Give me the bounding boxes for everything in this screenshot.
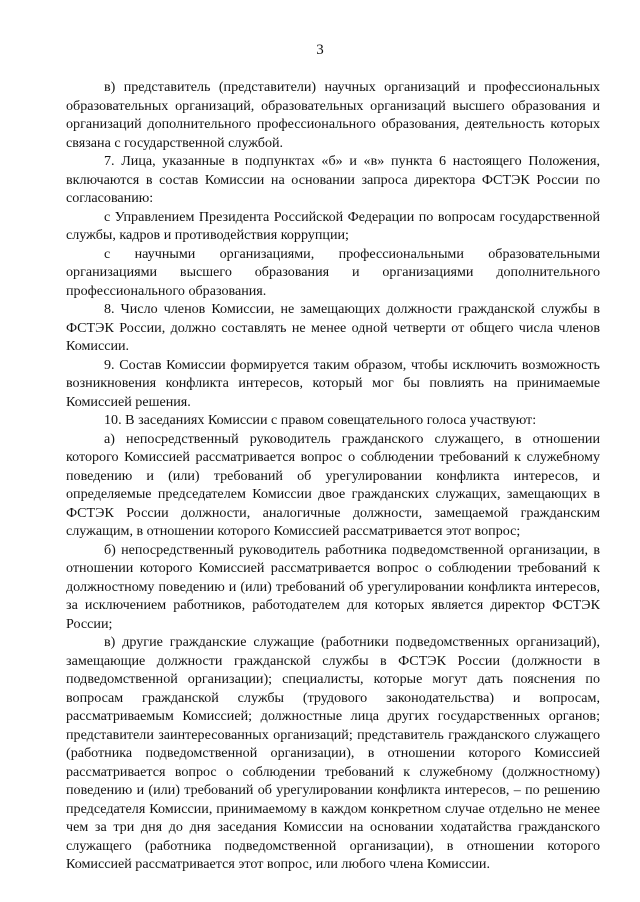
paragraph-9: 9. Состав Комиссии формируется таким образом, чтобы исключить возможность возникновения конфликта интересов, который мог бы повлиять на принимаемые Комиссией решения.	[66, 356, 600, 410]
paragraph-10v: в) другие гражданские служащие (работники подведомственных организаций), замещающие должности гражданской службы в ФСТЭК России (должности в подведомственной организации); специалисты, которые могут дать пояснения по вопросам гражданской службы (трудового законодательства) и вопросам, рассматриваемым Комиссией; должностные лица других государственных органов; представители заинтересованных организаций; представитель гражданского служащего (работника подведомственной организации), в отношении которого Комиссией рассматривается вопрос о соблюдении требований к служебному (должностному) поведению и (или) требований об урегулировании конфликта интересов, – по решению председателя Комиссии, принимаемому в каждом конкретном случае отдельно не менее чем за три дня до дня заседания Комиссии на основании ходатайства гражданского служащего (работника подведомственной организации), в отношении которого Комиссией рассматривается этот вопрос, или любого члена Комиссии.	[66, 634, 600, 872]
paragraph-7: 7. Лица, указанные в подпунктах «б» и «в» пункта 6 настоящего Положения, включаются в состав Комиссии на основании запроса директора ФСТЭК России по согласованию:	[66, 153, 600, 206]
paragraph-7-item-organizations: с научными организациями, профессиональными образовательными организациями высшего образования и организациями дополнительного профессионального образования.	[66, 245, 600, 299]
document-body	[66, 78, 600, 874]
paragraph-8: 8. Число членов Комиссии, не замещающих должности гражданской службы в ФСТЭК России, должно составлять не менее одной четверти от общего числа членов Комиссии.	[66, 301, 600, 354]
paragraph-7-item-administration: с Управлением Президента Российской Федерации по вопросам государственной службы, кадров и противодействия коррупции;	[66, 208, 600, 243]
paragraph-10a: а) непосредственный руководитель гражданского служащего, в отношении которого Комиссией рассматривается вопрос о соблюдении требований к служебному поведению и (или) требований об урегулировании конфликта интересов, и определяемые председателем Комиссии двое гражданских служащих, замещающих в ФСТЭК России должности, аналогичные должности, замещаемой гражданским служащим, в отношении которого Комиссией рассматривается этот вопрос;	[66, 430, 600, 539]
paragraph-10: 10. В заседаниях Комиссии с правом совещательного голоса участвуют:	[104, 412, 537, 428]
paragraph-6v: в) представитель (представители) научных организаций и профессиональных образовательных организаций, образовательных организаций высшего образования и организаций дополнительного профессионального образования, деятельность которых связана с государственной службой.	[66, 79, 600, 151]
page-number: 3	[316, 42, 324, 58]
paragraph-10b: б) непосредственный руководитель работника подведомственной организации, в отношении которого Комиссией рассматривается вопрос о соблюдении требований к должностному поведению и (или) требований об урегулировании конфликта интересов, за исключением работников, работодателем для которых является директор ФСТЭК России;	[66, 541, 600, 632]
